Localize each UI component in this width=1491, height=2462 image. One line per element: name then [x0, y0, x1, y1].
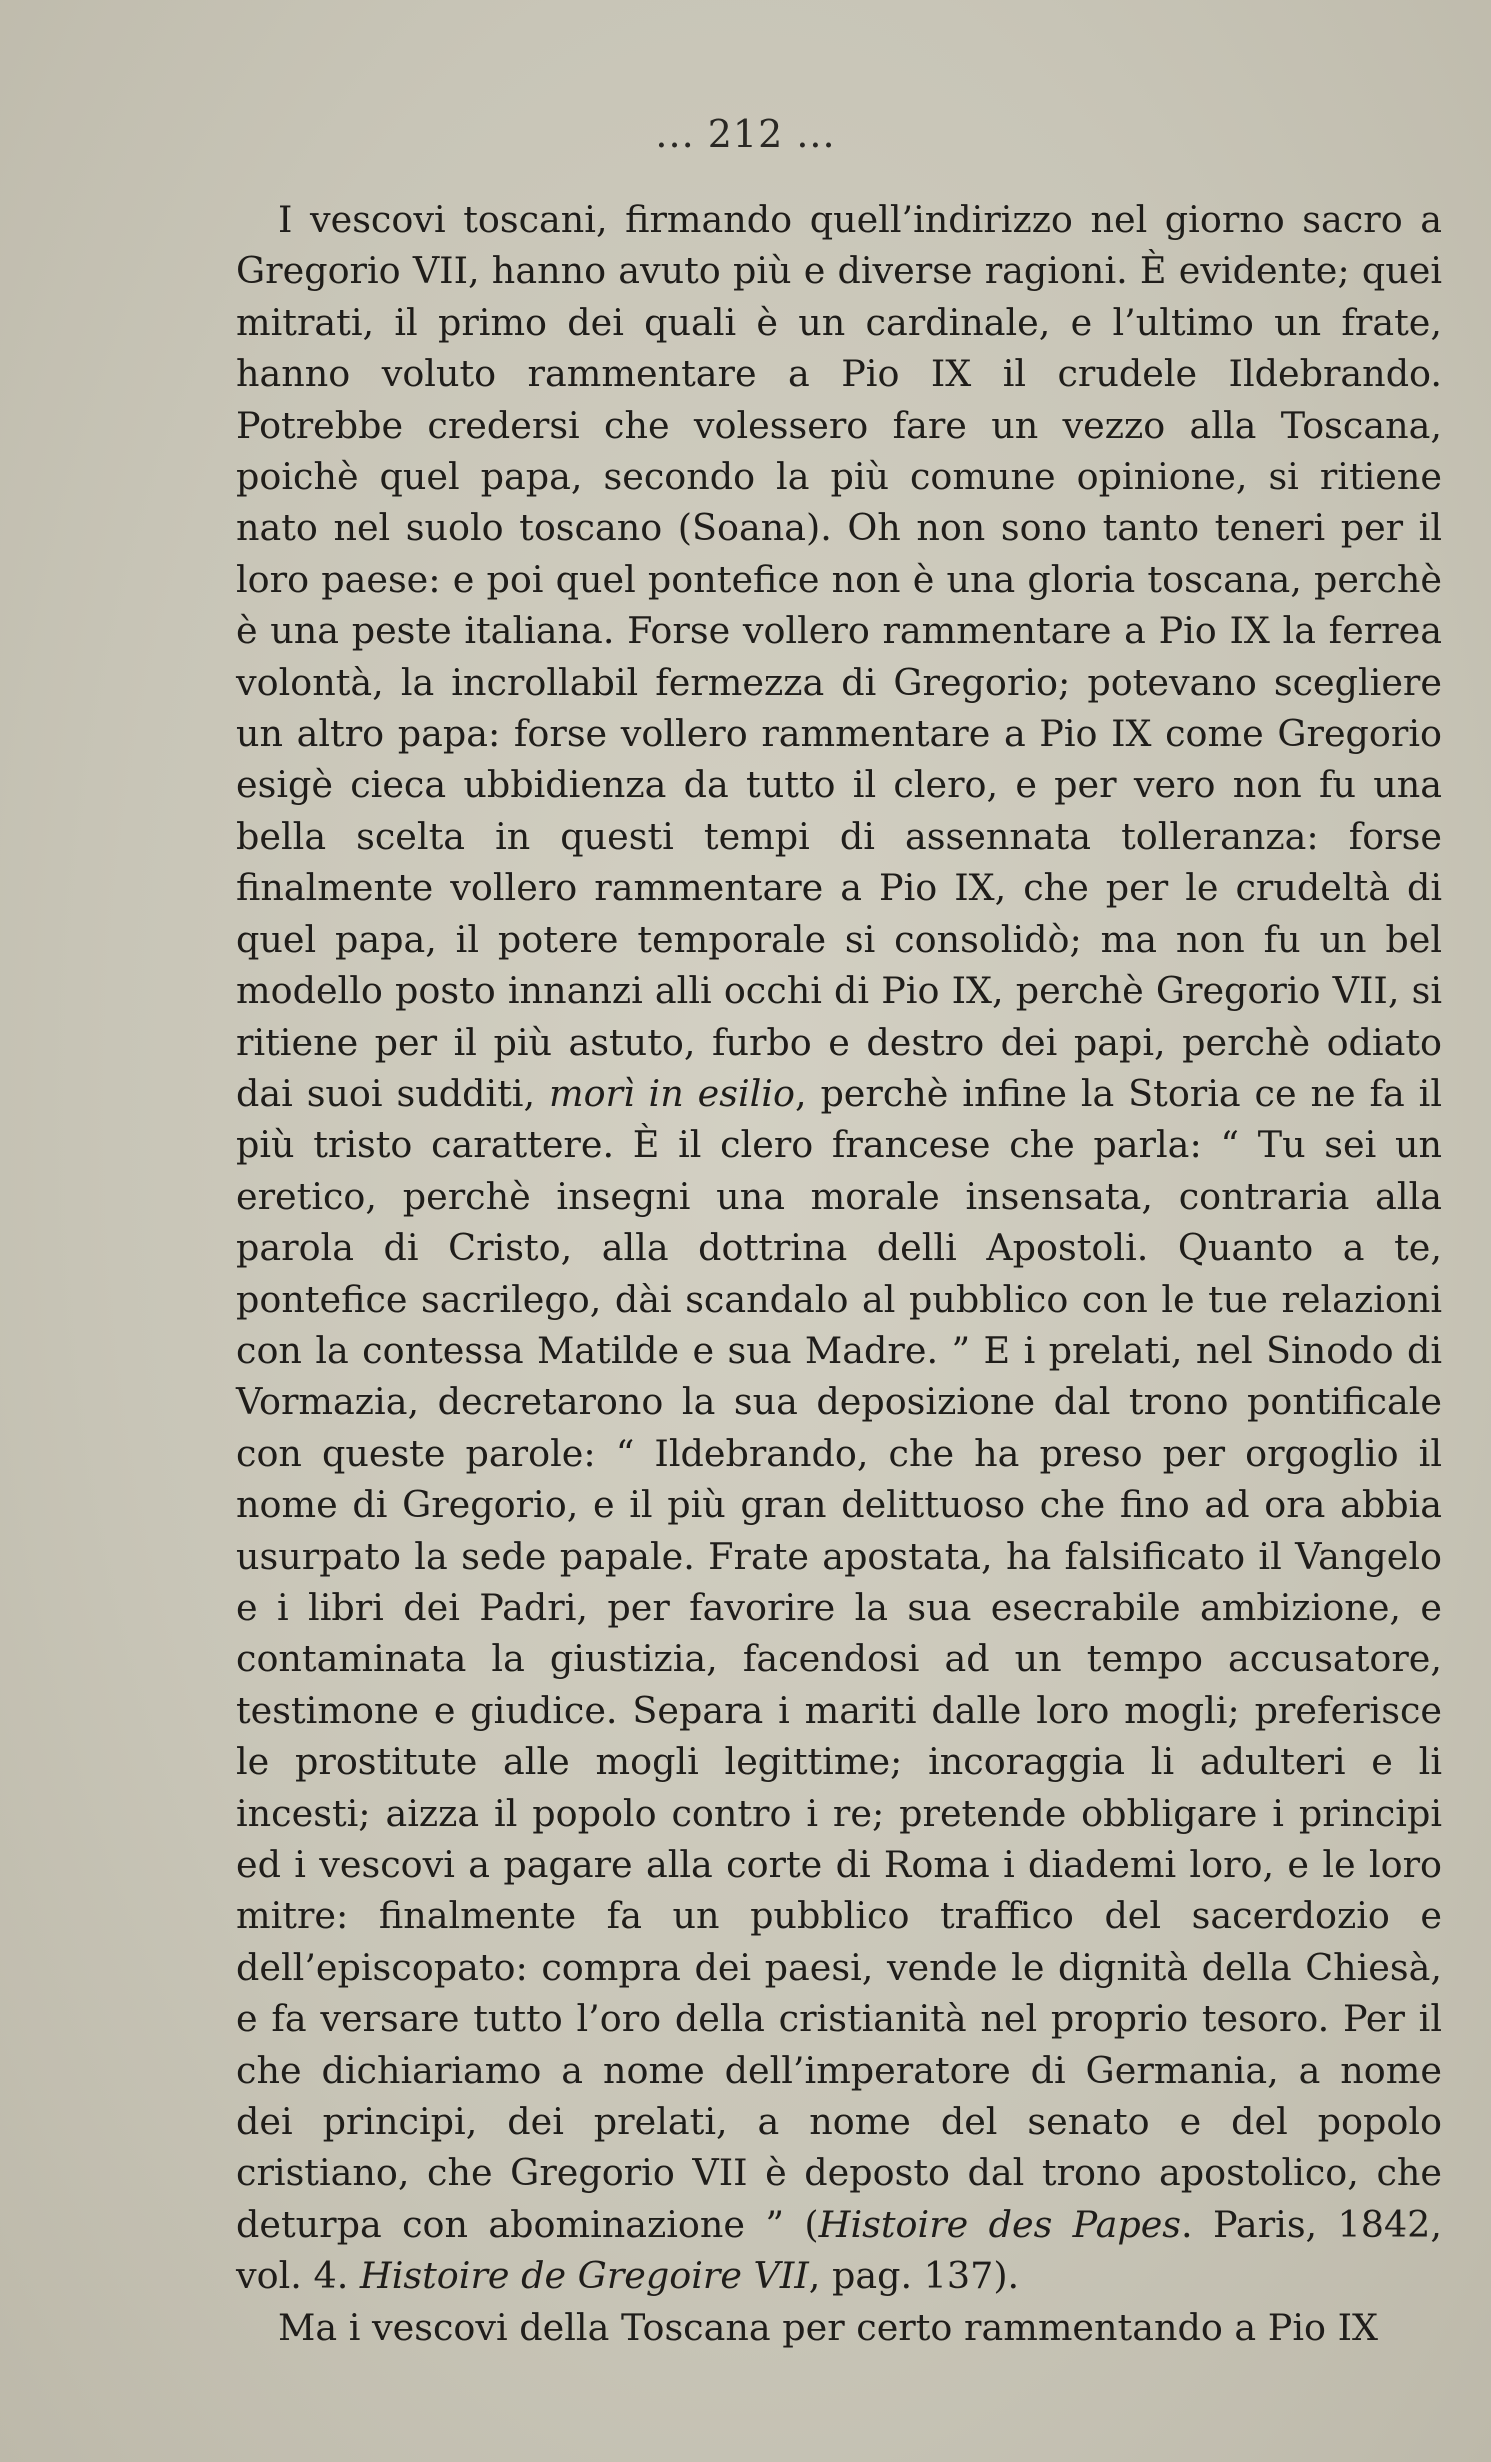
text-segment: I vescovi toscani, firmando quell’indirizzo nel giorno sacro a Gregorio VII, hanno avuto più e diverse ragioni. È evidente; quei mitrati, il primo dei quali è un cardinale, e l’ultimo un frate, hanno voluto rammentare a Pio IX il crudele Ildebrando. Potrebbe credersi che volessero fare un vezzo alla Toscana, poichè quel papa, secondo la più comune opinione, si ritiene nato nel suolo toscano (Soana). Oh non sono tanto teneri per il loro paese: e poi quel pontefice non è una gloria toscana, perchè è una peste italiana. Forse vollero rammentare a Pio IX la ferrea volontà, la incrollabil fermezza di Gregorio; potevano scegliere un altro papa: forse vollero rammentare a Pio IX come Gregorio esigè cieca ubbidienza da tutto il clero, e per vero non fu una bella scelta in questi tempi di assennata tolleranza: forse finalmente vollero rammentare a Pio IX, che per le crudeltà di quel papa, il potere temporale si consolidò; ma non fu un bel modello posto innanzi alli occhi di Pio IX, perchè Gregorio VII, si ritiene per il più astuto, furbo e destro dei papi, perchè odiato dai suoi sudditi,: [236, 198, 1442, 1115]
italic-segment: Histoire des Papes: [818, 2202, 1182, 2246]
text-segment: . Paris, 1842, vol. 4.: [236, 2202, 1443, 2298]
paragraph: [236, 2302, 1442, 2353]
text-segment: , pag. 137).: [808, 2254, 1020, 2298]
text-segment: Ma i vescovi della Toscana per certo rammentando a Pio IX: [278, 2305, 1378, 2349]
italic-segment: Histoire de Gregoire VII: [359, 2254, 809, 2298]
italic-segment: morì in esilio: [548, 1071, 795, 1115]
paragraph: [236, 194, 1442, 2302]
page-number: ... 212 ...: [655, 112, 836, 156]
text-segment: , perchè infine la Storia ce ne fa il più tristo carattere. È il clero francese che parla: “ Tu sei un eretico, perchè insegni una morale insensata, contraria alla parola di Cristo, alla dottrina delli Apostoli. Quanto a te, pontefice sacrilego, dài scandalo al pubblico con le tue relazioni con la contessa Matilde e sua Madre. ” E i prelati, nel Sinodo di Vormazia, decretarono la sua deposizione dal trono pontificale con queste parole: “ Ildebrando, che ha preso per orgoglio il nome di Gregorio, e il più gran delittuoso che fino ad ora abbia usurpato la sede papale. Frate apostata, ha falsificato il Vangelo e i libri dei Padri, per favorire la sua esecrabile ambizione, e contaminata la giustizia, facendosi ad un tempo accusatore, testimone e giudice. Separa i mariti dalle loro mogli; preferisce le prostitute alle mogli legittime; incoraggia li adulteri e li incesti; aizza il popolo contro i re; pretende obbligare i principi ed i vescovi a pagare alla corte di Roma i diademi loro, e le loro mitre: finalmente fa un pubblico traffico del sacerdozio e dell’episcopato: compra dei paesi, vende le dignità della Chiesà, e fa versare tutto l’oro della cristianità nel proprio tesoro. Per il che dichiariamo a nome dell’imperatore di Germania, a nome dei principi, dei prelati, a nome del senato e del popolo cristiano, che Gregorio VII è deposto dal trono apostolico, che deturpa con abominazione ” (: [236, 1071, 1442, 2246]
body-text: [236, 194, 1442, 2353]
